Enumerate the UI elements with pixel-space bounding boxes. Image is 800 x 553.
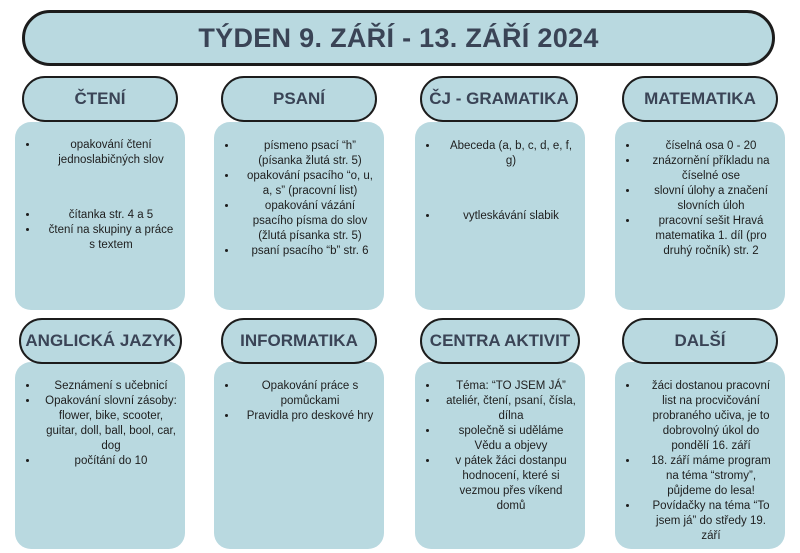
- header-dalsi: [622, 318, 778, 364]
- section-heading: INFORMATIKA: [240, 331, 358, 350]
- list-item: • číselná osa 0 - 20: [639, 139, 777, 154]
- header-centra-aktivit: [420, 318, 580, 364]
- list-item: • Abeceda (a, b, c, d, e, f, g): [439, 139, 577, 169]
- header-psani: [221, 76, 377, 122]
- list-item: • čtení na skupiny a práce s textem: [39, 223, 177, 253]
- list-item: • Opakování slovní zásoby: flower, bike, scooter, guitar, doll, ball, bool, car, dog: [39, 394, 177, 454]
- list-item: • Pravidla pro deskové hry: [238, 409, 376, 424]
- list-item: • vytleskávání slabik: [439, 209, 577, 224]
- list-item: • Seznámení s učebnicí: [39, 379, 177, 394]
- list-item: • Povídačky na téma “To jsem já” do středy 19. září: [639, 499, 777, 544]
- list-item: • Téma: “TO JSEM JÁ”: [439, 379, 577, 394]
- list-item: • pracovní sešit Hravá matematika 1. díl (pro druhý ročník) str. 2: [639, 214, 777, 259]
- section-heading: PSANÍ: [273, 89, 325, 108]
- list-item: • opakování vázání psacího písma do slov (žlutá písanka str. 5): [238, 199, 376, 244]
- list-item: • čítanka str. 4 a 5: [39, 208, 177, 223]
- card-informatika: [214, 362, 384, 549]
- card-psani: [214, 122, 384, 310]
- list-item: • 18. září máme program na téma “stromy”, půjdeme do lesa!: [639, 454, 777, 499]
- list-item: • počítání do 10: [39, 454, 177, 469]
- header-cteni: [22, 76, 178, 122]
- list-item: • písmeno psací “h” (písanka žlutá str. 5): [238, 139, 376, 169]
- card-centra-aktivit: [415, 362, 585, 549]
- section-heading: ČJ - GRAMATIKA: [429, 89, 569, 108]
- card-cj-gramatika: [415, 122, 585, 310]
- section-heading: DALŠÍ: [674, 331, 726, 350]
- section-heading: CENTRA AKTIVIT: [429, 331, 571, 350]
- section-heading: ANGLICKÁ JAZYK: [25, 331, 176, 350]
- section-heading: ČTENÍ: [74, 89, 126, 108]
- week-title: TÝDEN 9. ZÁŘÍ - 13. ZÁŘÍ 2024: [198, 22, 599, 53]
- list-item: • psaní psacího “b” str. 6: [238, 244, 376, 259]
- section-heading: MATEMATIKA: [644, 89, 756, 108]
- list-item: • opakování psacího “o, u, a, s” (pracovní list): [238, 169, 376, 199]
- list-item: • v pátek žáci dostanpu hodnocení, které si vezmou přes víkend domů: [439, 454, 577, 514]
- list-item: • opakování čtení jednoslabičných slov: [39, 138, 177, 168]
- list-item: • znázornění příkladu na číselné ose: [639, 154, 777, 184]
- list-item: • ateliér, čtení, psaní, čísla, dílna: [439, 394, 577, 424]
- card-cteni: [15, 122, 185, 310]
- header-cj-gramatika: [420, 76, 578, 122]
- card-dalsi: [615, 362, 785, 549]
- header-anglicka-jazyk: [19, 318, 182, 364]
- header-matematika: [622, 76, 778, 122]
- week-title-banner: [22, 10, 775, 66]
- list-item: • společně si uděláme Vědu a objevy: [439, 424, 577, 454]
- card-matematika: [615, 122, 785, 310]
- card-anglicka-jazyk: [15, 362, 185, 549]
- list-item: • žáci dostanou pracovní list na procvičování probraného učiva, je to dobrovolný úkol do pondělí 16. září: [639, 379, 777, 454]
- list-item: • Opakování práce s pomůckami: [238, 379, 376, 409]
- header-informatika: [221, 318, 377, 364]
- list-item: • slovní úlohy a značení slovních úloh: [639, 184, 777, 214]
